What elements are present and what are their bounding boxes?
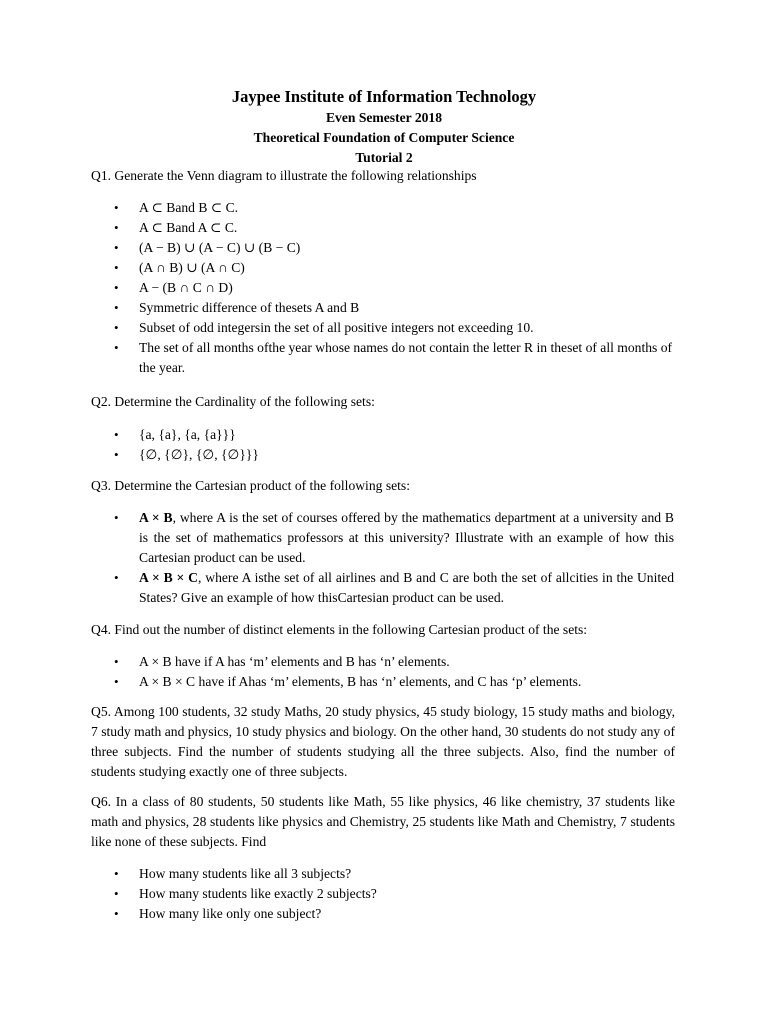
q3-item-2 [0, 568, 674, 608]
q4-item-2: • A × B × C have if Ahas ‘m’ elements, B has ‘n’ elements, and C has ‘p’ elements. [0, 672, 674, 692]
q4-list [0, 652, 674, 692]
q6-item-1: • How many students like all 3 subjects? [0, 864, 674, 884]
q1-item-2: • A ⊂ Band A ⊂ C. [0, 218, 674, 238]
question-5: Q5. Among 100 students, 32 study Maths, 20 study physics, 45 study biology, 15 study maths and biology, 7 study math and physics, 10 study physics and biology. On the other hand, 30 students do not study any of three subjects. Find the number of students studying all the three subjects. Also, find the number of students studying exactly one of three subjects. [91, 704, 675, 779]
q2-item-1: • {a, {a}, {a, {a}}} [0, 425, 674, 445]
q3-list [0, 508, 674, 608]
q1-item-3: • (A − B) ∪ (A − C) ∪ (B − C) [0, 238, 674, 258]
course-heading: Theoretical Foundation of Computer Science [253, 130, 515, 145]
semester-heading: Even Semester 2018 [325, 110, 443, 125]
question-6: Q6. In a class of 80 students, 50 students like Math, 55 like physics, 46 like chemistry, 37 students like math and physics, 28 students like physics and Chemistry, 25 students like Math and Chemistry, 7 students like none of these subjects. Find [91, 794, 675, 849]
q3-item-1-rest: , where A is the set of courses offered by the mathematics department at a university and B is the set of mathematics professors at this university? Illustrate with an example of how this Cartesian product can be used. [139, 510, 674, 565]
q1-item-5: • A − (B ∩ C ∩ D) [0, 278, 674, 298]
question-4: Q4. Find out the number of distinct elements in the following Cartesian product of the sets: [91, 622, 588, 637]
q3-item-2-lead: A × B × C [139, 570, 198, 585]
q4-item-1: • A × B have if A has ‘m’ elements and B has ‘n’ elements. [0, 652, 674, 672]
q1-item-4: • (A ∩ B) ∪ (A ∩ C) [0, 258, 674, 278]
q3-item-1-lead: A × B [139, 510, 173, 525]
q1-item-6: • Symmetric difference of thesets A and B [0, 298, 674, 318]
tutorial-heading: Tutorial 2 [355, 150, 413, 165]
q6-item-2: • How many students like exactly 2 subjects? [0, 884, 674, 904]
q1-list [0, 198, 674, 378]
q6-list [0, 864, 674, 924]
institute-title: Jaypee Institute of Information Technology [231, 87, 537, 106]
q2-list [0, 425, 674, 465]
q1-item-8: • The set of all months ofthe year whose names do not contain the letter R in theset of all months of the year. [0, 338, 674, 378]
question-2: Q2. Determine the Cardinality of the following sets: [91, 394, 375, 409]
q3-item-1 [0, 508, 674, 568]
q1-item-7: • Subset of odd integersin the set of all positive integers not exceeding 10. [0, 318, 674, 338]
q1-item-1: • A ⊂ Band B ⊂ C. [0, 198, 674, 218]
q6-item-3: • How many like only one subject? [0, 904, 674, 924]
question-1: Q1. Generate the Venn diagram to illustrate the following relationships [91, 168, 477, 183]
question-3: Q3. Determine the Cartesian product of the following sets: [91, 478, 410, 493]
q3-item-2-rest: , where A isthe set of all airlines and B and C are both the set of allcities in the United States? Give an example of how thisCartesian product can be used. [139, 570, 674, 605]
q2-item-2: • {∅, {∅}, {∅, {∅}}} [0, 445, 674, 465]
